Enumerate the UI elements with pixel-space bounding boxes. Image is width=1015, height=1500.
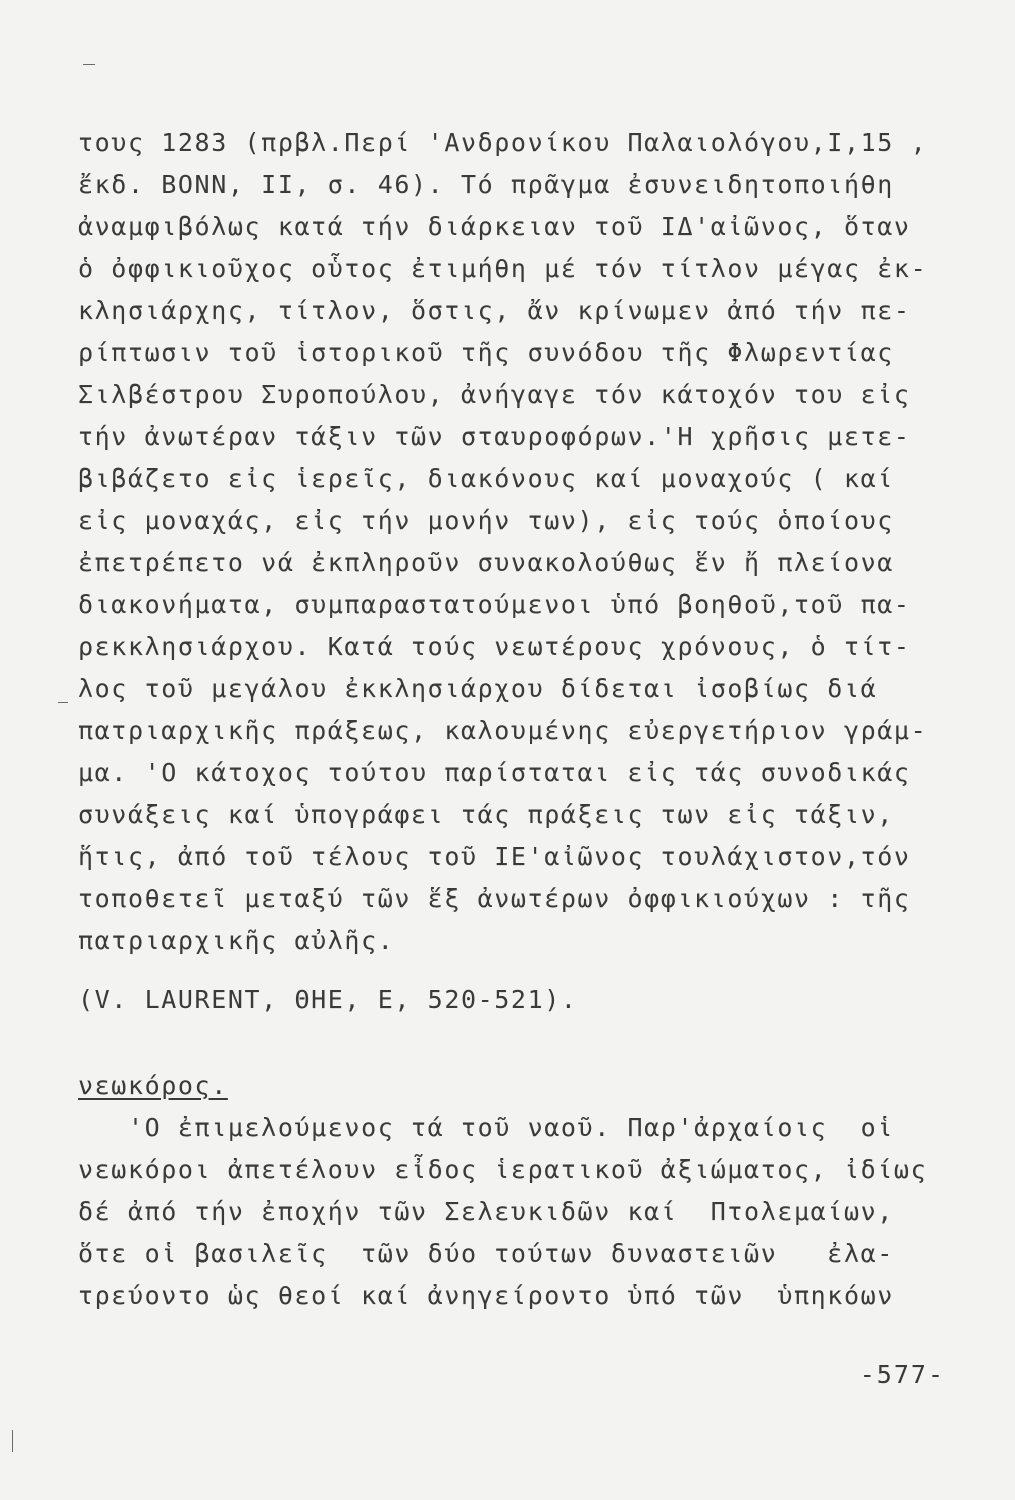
text-line: ἐπετρέπετο νά ἐκπληροῦν συνακολούθως ἕν ἤ πλείονα <box>78 548 894 577</box>
text-line: πατριαρχικῆς πράξεως, καλουμένης εὐεργετήριον γράμ- <box>78 716 928 745</box>
text-line: λος τοῦ μεγάλου ἐκκλησιάρχου δίδεται ἰσοβίως διά <box>78 674 878 703</box>
text-line: τρεύοντο ὡς θεοί καί ἀνηγείροντο ὑπό τῶν ὑπηκόων <box>78 1281 894 1310</box>
text-line: Σιλβέστρου Συροπούλου, ἀνήγαγε τόν κάτοχόν του εἰς <box>78 380 911 409</box>
citation-line: (V. LAURENT, ΘΗΕ, Ε, 520-521). <box>78 985 578 1014</box>
margin-mark <box>58 702 68 703</box>
text-line: συνάξεις καί ὑπογράφει τάς πράξεις των εἰς τάξιν, <box>78 800 894 829</box>
text-line: τους 1283 (πρβλ.Περί 'Ανδρονίκου Παλαιολόγου,Ι,15 , <box>78 128 928 157</box>
text-line: τήν ἀνωτέραν τάξιν τῶν σταυροφόρων.'Η χρῆσις μετε- <box>78 422 911 451</box>
text-line: ὁ ὀφφικιοῦχος οὗτος ἐτιμήθη μέ τόν τίτλον μέγας ἐκ- <box>78 254 928 283</box>
text-line: δέ ἀπό τήν ἐποχήν τῶν Σελευκιδῶν καί Πτολεμαίων, <box>78 1197 894 1226</box>
text-line: εἰς μοναχάς, εἰς τήν μονήν των), εἰς τούς ὁποίους <box>78 506 894 535</box>
text-line: πατριαρχικῆς αὐλῆς. <box>78 926 395 955</box>
text-line: διακονήματα, συμπαραστατούμενοι ὑπό βοηθοῦ,τοῦ πα- <box>78 590 911 619</box>
text-line: κλησιάρχης, τίτλον, ὅστις, ἄν κρίνωμεν ἀπό τήν πε- <box>78 296 911 325</box>
entry-heading: νεωκόρος. <box>78 1071 228 1100</box>
text-line: ἔκδ. BONN, II, σ. 46). Τό πρᾶγμα ἐσυνειδητοποιήθη <box>78 170 894 199</box>
text-line: τοποθετεῖ μεταξύ τῶν ἕξ ἀνωτέρων ὀφφικιούχων : τῆς <box>78 884 911 913</box>
text-line: ρεκκλησιάρχου. Κατά τούς νεωτέρους χρόνους, ὁ τίτ- <box>78 632 911 661</box>
margin-mark <box>83 64 95 65</box>
page-number: -577- <box>859 1360 945 1389</box>
text-line: νεωκόροι ἀπετέλουν εἶδος ἱερατικοῦ ἀξιώματος, ἰδίως <box>78 1155 928 1184</box>
text-line: 'Ο ἐπιμελούμενος τά τοῦ ναοῦ. Παρ'ἀρχαίοις οἱ <box>78 1113 894 1142</box>
text-line: ἀναμφιβόλως κατά τήν διάρκειαν τοῦ ΙΔ'αἰῶνος, ὅταν <box>78 212 911 241</box>
text-line: ρίπτωσιν τοῦ ἱστορικοῦ τῆς συνόδου τῆς Φλωρεντίας <box>78 338 894 367</box>
text-line: βιβάζετο εἰς ἱερεῖς, διακόνους καί μοναχούς ( καί <box>78 464 894 493</box>
text-line: ὅτε οἱ βασιλεῖς τῶν δύο τούτων δυναστειῶν ἐλα- <box>78 1239 894 1268</box>
margin-mark <box>12 1430 13 1452</box>
text-line: μα. 'Ο κάτοχος τούτου παρίσταται εἰς τάς συνοδικάς <box>78 758 911 787</box>
text-line: ἥτις, ἀπό τοῦ τέλους τοῦ ΙΕ'αἰῶνος τουλάχιστον,τόν <box>78 842 911 871</box>
